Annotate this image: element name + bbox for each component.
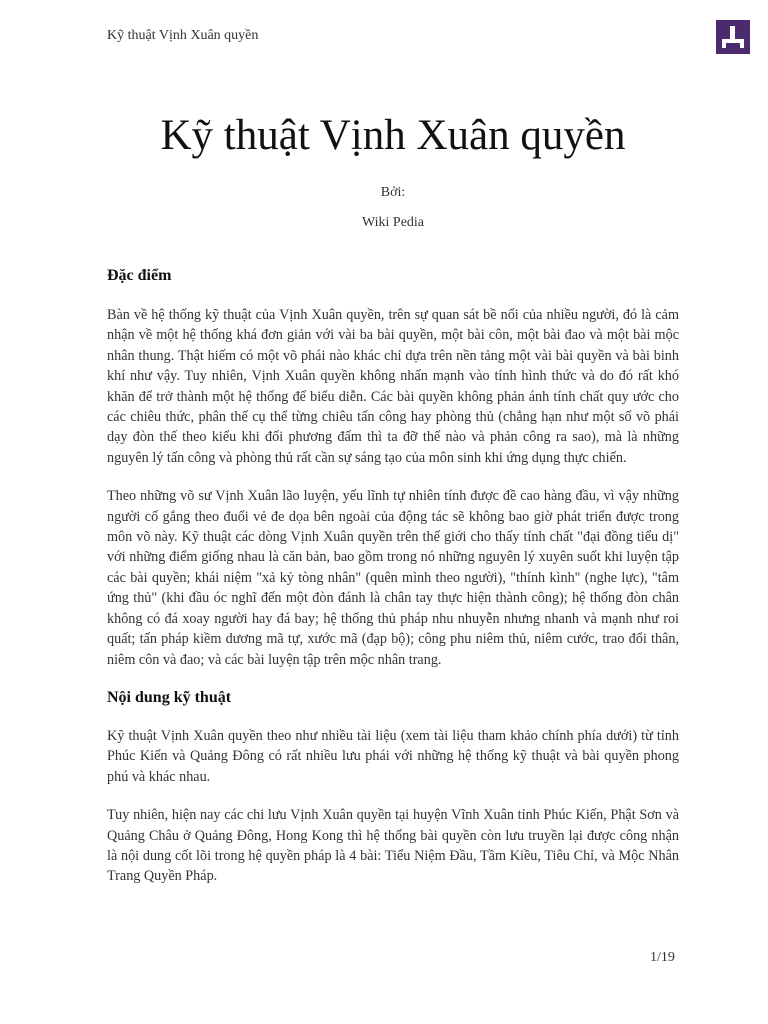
- paragraph: Theo những võ sư Vịnh Xuân lão luyện, yếu lĩnh tự nhiên tính được đề cao hàng đầu, vì vậy những người cố gắng theo đuổi vẻ đe dọa bên ngoài của động tác sẽ không bao giờ phát triển được trong môn võ này. Kỹ thuật các dòng Vịnh Xuân quyền trên thế giới cho thấy tính chất "đại đồng tiểu dị" với những điểm giống nhau là căn bản, bao gồm trong nó những nguyên lý xuyên suốt khi luyện tập các bài quyền; khái niệm "xả kỷ tòng nhân" (quên mình theo người), "thính kình" (nghe lực), "tâm ứng thủ" (khi đầu óc nghĩ đến một đòn đánh là chân tay thực hiện thành công); hệ thống đòn chân không có đá xoay người hay đá bay; hệ thống thủ pháp nhu nhuyễn nhưng nhanh và mạnh như roi quất; tấn pháp kiềm dương mã tự, xước mã (đạp bộ); công phu niêm thủ, niêm cước, trao đổi thân, niêm côn và đao; và các bài luyện tập trên mộc nhân trang.: [107, 488, 679, 668]
- section-heading-noi-dung-ky-thuat: Nội dung kỹ thuật: [107, 688, 232, 706]
- paragraph: Tuy nhiên, hiện nay các chi lưu Vịnh Xuân quyền tại huyện Vĩnh Xuân tỉnh Phúc Kiến, Phật Sơn và Quảng Châu ở Quảng Đông, Hong Kong thì hệ thống bài quyền còn lưu truyền lại được công nhận là nội dung cốt lõi trong hệ quyền pháp là 4 bài: Tiểu Niệm Đầu, Tầm Kiều, Tiêu Chỉ, và Mộc Nhân Trang Quyền Pháp.: [107, 807, 679, 885]
- section-heading-dac-diem: Đặc điểm: [107, 267, 172, 284]
- paragraph: Kỹ thuật Vịnh Xuân quyền theo như nhiều tài liệu (xem tài liệu tham khảo chính phía dưới) từ tỉnh Phúc Kiến và Quảng Đông có rất nhiều lưu phái với những hệ thống kỹ thuật và bài quyền phong phú và khác nhau.: [107, 727, 679, 785]
- document-body: [107, 100, 679, 887]
- document-title: Kỹ thuật Vịnh Xuân quyền: [160, 112, 626, 159]
- document-logo-svg: [716, 20, 750, 54]
- page-number: 1/19: [650, 950, 675, 965]
- byline-label: Bởi:: [380, 185, 406, 200]
- document-logo-icon[interactable]: [716, 20, 750, 54]
- paragraph: Bàn về hệ thống kỹ thuật của Vịnh Xuân quyền, trên sự quan sát bề nổi của nhiều người, đó là cảm nhận về một hệ thống khá đơn giản với vài ba bài quyền, một bài côn, một bài đao và một bài mộc nhân thung. Thật hiếm có một võ phái nào khác chỉ dựa trên nền tảng một vài bài quyền và bài binh khí như vậy. Tuy nhiên, Vịnh Xuân quyền không nhấn mạnh vào tính hình thức và do đó rất khó khăn để trở thành một hệ thống để biểu diễn. Các bài quyền không phản ánh tính chất quy ước cho các chiêu thức, phân thế cụ thể từng chiêu tấn công hay phòng thủ (chẳng hạn như một số võ phái dạy đòn thế theo kiểu khi đối phương đấm thì ta đỡ thế nào và phản công ra sao), mà là những nguyên lý tấn công và phòng thủ rất cần sự sáng tạo của môn sinh khi ứng dụng thực chiến.: [107, 307, 679, 466]
- running-header-title: Kỹ thuật Vịnh Xuân quyền: [107, 28, 259, 43]
- author-name: Wiki Pedia: [361, 215, 425, 230]
